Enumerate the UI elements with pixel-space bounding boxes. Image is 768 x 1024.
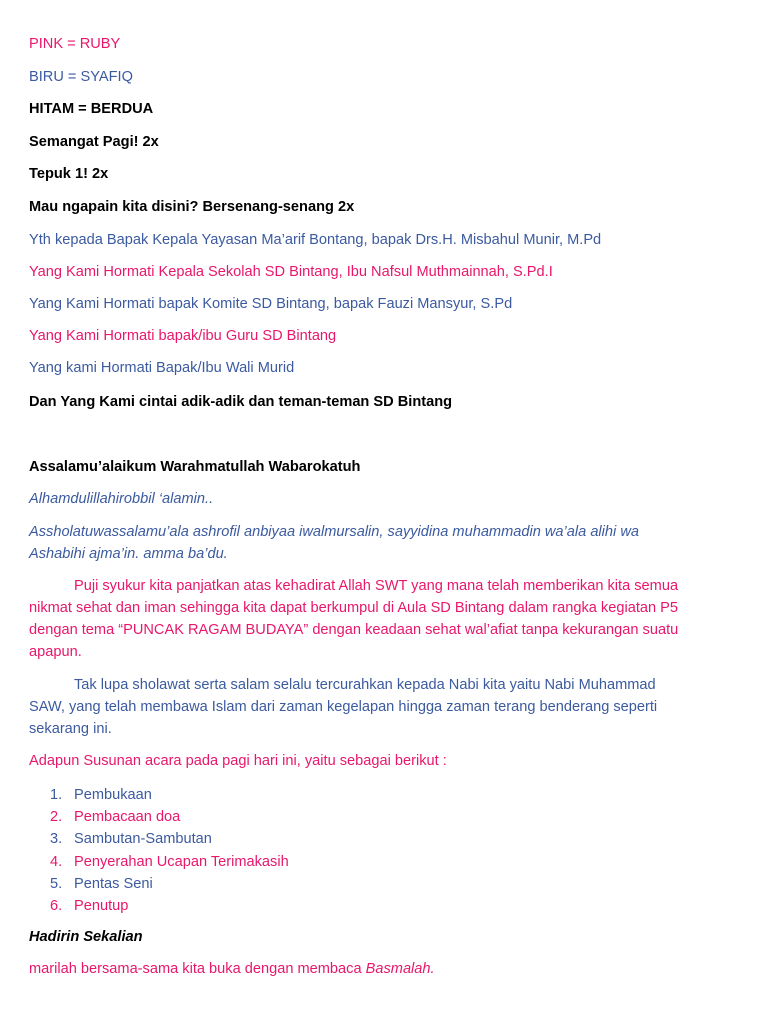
- sholawat-para-line-3: sekarang ini.: [29, 721, 112, 737]
- legend-black: HITAM = BERDUA: [29, 101, 154, 117]
- list-item: 1. Pembukaan: [50, 787, 152, 803]
- list-item: 2. Pembacaan doa: [50, 809, 181, 826]
- greeting-adik-teman: Dan Yang Kami cintai adik-adik dan teman-teman SD Bintang: [29, 394, 453, 410]
- closing-basmalah: Basmalah.: [365, 961, 435, 977]
- sholawat-para-line-2: SAW, yang telah membawa Islam dari zaman kegelapan hingga zaman terang benderang seperti: [29, 699, 658, 715]
- greeting-wali-murid: Yang kami Hormati Bapak/Ibu Wali Murid: [29, 360, 295, 376]
- agenda-list: [50, 784, 289, 917]
- closing-text: marilah bersama-sama kita buka dengan membaca: [29, 961, 366, 977]
- syukur-line-2: nikmat sehat dan iman sehingga kita dapat berkumpul di Aula SD Bintang dalam rangka kegiatan P5: [29, 600, 679, 616]
- legend-pink: PINK = RUBY: [29, 36, 121, 52]
- hadirin-heading: Hadirin Sekalian: [29, 929, 143, 945]
- agenda-intro: Adapun Susunan acara pada pagi hari ini, yaitu sebagai berikut :: [29, 753, 447, 769]
- paragraph-syukur: [29, 575, 747, 663]
- syukur-line-4: apapun.: [29, 644, 82, 660]
- sholawat-para-line-1: Tak lupa sholawat serta salam selalu tercurahkan kepada Nabi kita yaitu Nabi Muhammad: [74, 677, 656, 693]
- sholawat-line-2: Ashabihi ajma’in. amma ba’du.: [29, 546, 228, 562]
- chant-mau-ngapain: Mau ngapain kita disini? Bersenang-senang 2x: [29, 199, 355, 215]
- hamdalah-line: Alhamdulillahirobbil ‘alamin..: [29, 491, 214, 507]
- greeting-komite: Yang Kami Hormati bapak Komite SD Bintang, bapak Fauzi Mansyur, S.Pd: [29, 296, 513, 312]
- syukur-line-3: dengan tema “PUNCAK RAGAM BUDAYA” dengan keadaan sehat wal’afiat tanpa kekurangan suatu: [29, 622, 679, 638]
- chant-semangat-pagi: Semangat Pagi! 2x: [29, 134, 159, 150]
- syukur-line-1: Puji syukur kita panjatkan atas kehadirat Allah SWT yang mana telah memberikan kita semua: [74, 578, 679, 594]
- greeting-guru: Yang Kami Hormati bapak/ibu Guru SD Bintang: [29, 328, 337, 344]
- sholawat-line-1: Assholatuwassalamu’ala ashrofil anbiyaa iwalmursalin, sayyidina muhammadin wa’ala alihi wa: [29, 524, 639, 540]
- list-item: 6. Penutup: [50, 898, 129, 915]
- list-item: 5. Pentas Seni: [50, 875, 153, 892]
- paragraph-sholawat: [29, 674, 747, 740]
- salam-heading: Assalamu’alaikum Warahmatullah Wabarokatuh: [29, 459, 361, 475]
- chant-tepuk: Tepuk 1! 2x: [29, 166, 109, 182]
- sholawat-arabic-paragraph: [29, 521, 747, 565]
- list-item: 3. Sambutan-Sambutan: [50, 831, 212, 848]
- list-item: 4. Penyerahan Ucapan Terimakasih: [50, 853, 289, 870]
- closing-line: [29, 959, 435, 979]
- greeting-kepala-sekolah: Yang Kami Hormati Kepala Sekolah SD Bintang, Ibu Nafsul Muthmainnah, S.Pd.I: [29, 264, 553, 280]
- greeting-kepala-yayasan: Yth kepada Bapak Kepala Yayasan Ma’arif Bontang, bapak Drs.H. Misbahul Munir, M.Pd: [29, 232, 602, 248]
- legend-blue: BIRU = SYAFIQ: [29, 69, 133, 85]
